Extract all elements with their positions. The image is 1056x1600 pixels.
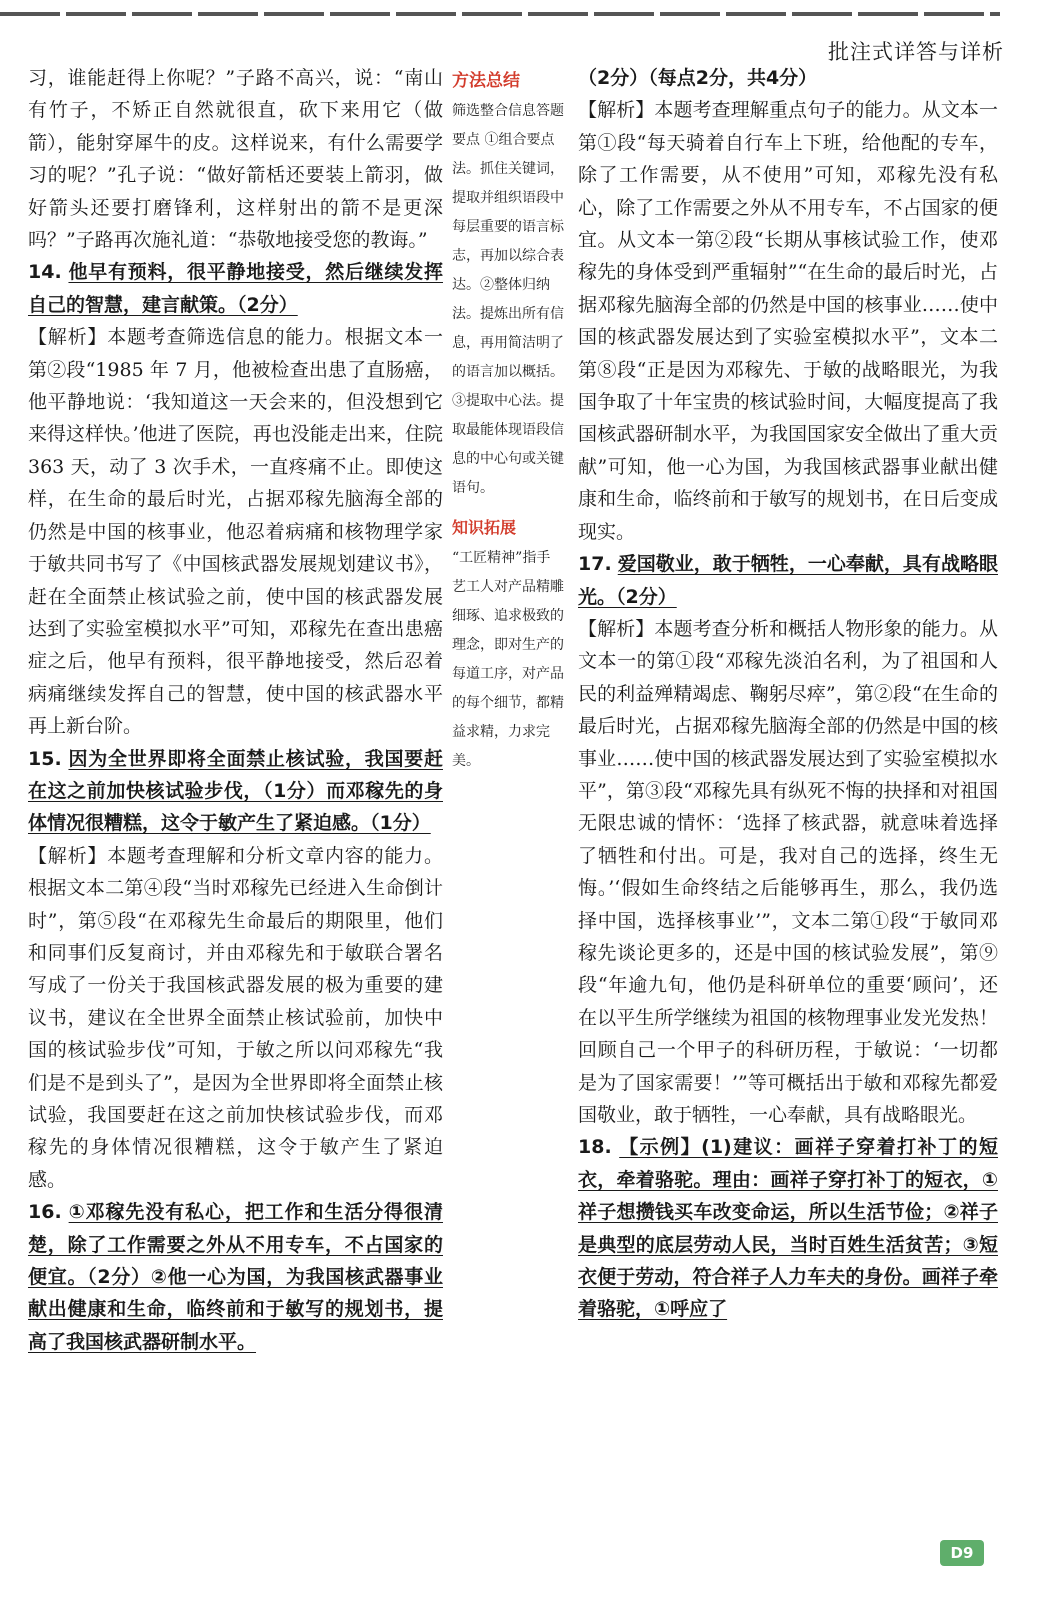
q18-number: 18.	[578, 1136, 612, 1159]
q16-score: （2分）（每点2分，共4分）	[578, 67, 818, 89]
q16-number: 16.	[28, 1201, 62, 1224]
sidebar-notes	[452, 66, 564, 776]
q15-number: 15.	[28, 747, 62, 770]
q17-number: 17.	[578, 553, 612, 576]
q16-analysis: 【解析】本题考查理解重点句子的能力。从文本一第①段“每天骑着自行车上下班，给他配的专车，除了工作需要，从不使用”可知，邓稼先没有私心，除了工作需要之外从不用专车，不占国家的便宜。从文本一第②段“长期从事核试验工作，使邓稼先的身体受到严重辐射”“在生命的最后时光，占据邓稼先脑海全部的仍然是中国的核事业……使中国的核武器发展达到了实验室模拟水平”，文本二第⑧段“正是因为邓稼先、于敏的战略眼光，为我国争取了十年宝贵的核试验时间，大幅度提高了我国核武器研制水平，为我国国家安全做出了重大贡献”可知，他一心为国，为我国核武器事业献出健康和生命，临终前和于敏写的规划书，在日后变成现实。	[578, 99, 998, 543]
question-16	[28, 1196, 443, 1358]
story-translation: 习，谁能赶得上你呢？”子路不高兴，说：“南山有竹子，不矫正自然就很直，砍下来用它（做箭），能射穿犀牛的皮。这样说来，有什么需要学习的呢？”孔子说：“做好箭栝还要装上箭羽，做好箭头还要打磨锋利，这样射出的箭不是更深吗？”子路再次施礼道：“恭敬地接受您的教诲。”	[28, 67, 443, 252]
q14-answer: 他早有预料，很平静地接受，然后继续发挥自己的智慧，建言献策。（2分）	[28, 261, 443, 316]
q17-answer: 爱国敬业，敢于牺牲，一心奉献，具有战略眼光。（2分）	[578, 553, 998, 608]
question-14	[28, 256, 443, 321]
right-column	[578, 62, 998, 1326]
q15-analysis: 【解析】本题考查理解和分析文章内容的能力。根据文本二第④段“当时邓稼先已经进入生命倒计时”，第⑤段“在邓稼先生命最后的期限里，他们和同事们反复商讨，并由邓稼先和于敏联合署名写成了一份关于我国核武器发展的极为重要的建议书，建议在全世界全面禁止核试验前，加快中国的核试验步伐”可知，于敏之所以问邓稼先“我们是不是到头了”，是因为全世界即将全面禁止核试验，我国要赶在这之前加快核试验步伐，而邓稼先的身体情况很糟糕，这令于敏产生了紧迫感。	[28, 844, 443, 1191]
q15-answer: 因为全世界即将全面禁止核试验，我国要赶在这之前加快核试验步伐，（1分）而邓稼先的身体情况很糟糕，这令于敏产生了紧迫感。（1分）	[28, 747, 443, 835]
question-17	[578, 548, 998, 613]
question-18	[578, 1131, 998, 1325]
q14-number: 14.	[28, 261, 62, 284]
method-summary-title: 方法总结	[452, 71, 520, 91]
page-header: 批注式详答与详析	[828, 40, 1004, 64]
left-column	[28, 62, 443, 1358]
q18-answer: 【示例】(1)建议：画祥子穿着打补丁的短衣，牵着骆驼。理由：画祥子穿打补丁的短衣，①祥子想攒钱买车改变命运，所以生活节俭；②祥子是典型的底层劳动人民，当时百姓生活贫苦；③短衣便于劳动，符合祥子人力车夫的身份。画祥子牵着骆驼，①呼应了	[578, 1136, 998, 1321]
q16-answer: ①邓稼先没有私心，把工作和生活分得很清楚，除了工作需要之外从不用专车，不占国家的便宜。（2分）②他一心为国，为我国核武器事业献出健康和生命，临终前和于敏写的规划书，提高了我国核武器研制水平。	[28, 1201, 443, 1353]
q17-analysis: 【解析】本题考查分析和概括人物形象的能力。从文本一的第①段“邓稼先淡泊名利，为了祖国和人民的利益殚精竭虑、鞠躬尽瘁”，第②段“在生命的最后时光，占据邓稼先脑海全部的仍然是中国的核事业……使中国的核武器发展达到了实验室模拟水平”，第③段“邓稼先具有纵死不悔的抉择和对祖国无限忠诚的情怀：‘选择了核武器，就意味着选择了牺牲和付出。可是，我对自己的选择，终生无悔。’‘假如生命终结之后能够再生，那么，我仍选择中国，选择核事业’”，文本二第①段“于敏同邓稼先谈论更多的，还是中国的核试验发展”，第⑨段“年逾九旬，他仍是科研单位的重要‘顾问’，还在以平生所学继续为祖国的核物理事业发光发热！回顾自己一个甲子的科研历程，于敏说：‘一切都是为了国家需要！’”等可概括出于敏和邓稼先都爱国敬业，敢于牺牲，一心奉献，具有战略眼光。	[578, 617, 998, 1126]
knowledge-extension-text: “工匠精神”指手艺工人对产品精雕细琢、追求极致的理念，即对生产的每道工序，对产品的每个细节，都精益求精，力求完美。	[452, 550, 564, 769]
method-summary-text: 筛选整合信息答题要点 ①组合要点法。抓住关键词，提取并组织语段中每层重要的语言标志，再加以综合表达。②整体归纳法。提炼出所有信息，再用简洁明了的语言加以概括。③提取中心法。提取最能体现语段信息的中心句或关键语句。	[452, 103, 564, 496]
top-border	[0, 12, 1000, 16]
question-15	[28, 743, 443, 840]
knowledge-extension-title: 知识拓展	[452, 518, 517, 537]
page-number: D9	[940, 1540, 984, 1566]
q14-analysis: 【解析】本题考查筛选信息的能力。根据文本一第②段“1985 年 7 月，他被检查出患了直肠癌，他平静地说：‘我知道这一天会来的，但没想到它来得这样快。’他进了医院，再也没能走出来，住院 363 天，动了 3 次手术，一直疼痛不止。即使这样，在生命的最后时光，占据邓稼先脑海全部的仍然是中国的核事业，他忍着病痛和核物理学家于敏共同书写了《中国核武器发展规划建议书》，赶在全面禁止核试验之前，使中国的核武器发展达到了实验室模拟水平”可知，邓稼先在查出患癌症之后，他早有预料，很平静地接受，然后忍着病痛继续发挥自己的智慧，使中国的核武器水平再上新台阶。	[28, 326, 443, 738]
